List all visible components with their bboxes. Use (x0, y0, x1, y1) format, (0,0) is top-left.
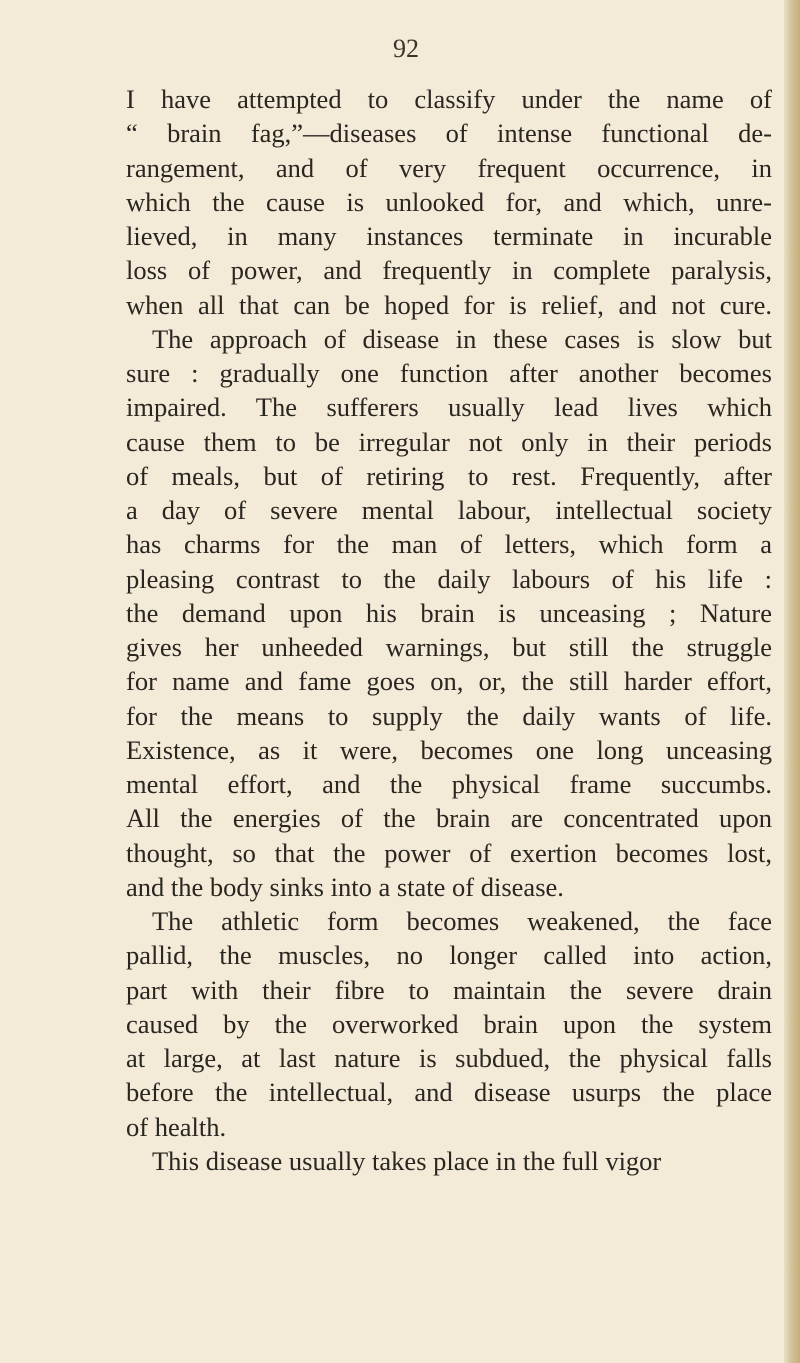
text-line: mental effort, and the physical frame succumbs. (126, 769, 772, 799)
text-line: part with their fibre to maintain the severe drain (126, 974, 772, 1005)
page-edge-shadow (784, 0, 800, 1363)
text-line: when all that can be hoped for is relief, and not cure. (126, 289, 772, 320)
text-line: I have attempted to classify under the name of (126, 84, 772, 114)
text-line: caused by the overworked brain upon the system (126, 1008, 772, 1039)
text-line: The athletic form becomes weakened, the face (152, 906, 772, 936)
body-text (126, 82, 772, 1178)
text-line: Existence, as it were, becomes one long unceasing (126, 734, 772, 765)
text-line: a day of severe mental labour, intellectual society (126, 495, 772, 525)
text-line: “ brain fag,”—diseases of intense functional de- (126, 118, 772, 149)
text-line: gives her unheeded warnings, but still the struggle (126, 632, 772, 662)
text-line: All the energies of the brain are concentrated upon (126, 803, 772, 834)
text-line: for name and fame goes on, or, the still harder effort, (126, 666, 772, 697)
text-line: thought, so that the power of exertion becomes lost, (126, 837, 772, 868)
text-line: The approach of disease in these cases is slow but (152, 323, 772, 354)
text-line: at large, at last nature is subdued, the physical falls (126, 1043, 772, 1073)
text-line: pleasing contrast to the daily labours of his life : (126, 563, 772, 594)
text-line: pallid, the muscles, no longer called into action, (126, 940, 772, 971)
text-line: before the intellectual, and disease usurps the place (126, 1077, 772, 1108)
text-line: loss of power, and frequently in complete paralysis, (126, 255, 772, 286)
page-number: 92 (393, 34, 419, 63)
text-line: which the cause is unlooked for, and which, unre- (126, 186, 772, 217)
text-line: and the body sinks into a state of disease. (126, 871, 564, 902)
text-line: lieved, in many instances terminate in incurable (126, 221, 772, 251)
text-line: of health. (126, 1111, 227, 1142)
text-line: sure : gradually one function after another becomes (126, 358, 772, 388)
text-line: has charms for the man of letters, which form a (126, 529, 772, 560)
text-line: rangement, and of very frequent occurrence, in (126, 152, 772, 183)
text-line: impaired. The sufferers usually lead lives which (126, 392, 772, 423)
text-line: the demand upon his brain is unceasing ; Nature (126, 597, 772, 628)
text-line: This disease usually takes place in the full vigor (152, 1145, 662, 1176)
text-line: cause them to be irregular not only in their periods (126, 426, 772, 457)
text-line: of meals, but of retiring to rest. Frequently, after (126, 460, 772, 491)
text-line: for the means to supply the daily wants of life. (126, 700, 772, 731)
